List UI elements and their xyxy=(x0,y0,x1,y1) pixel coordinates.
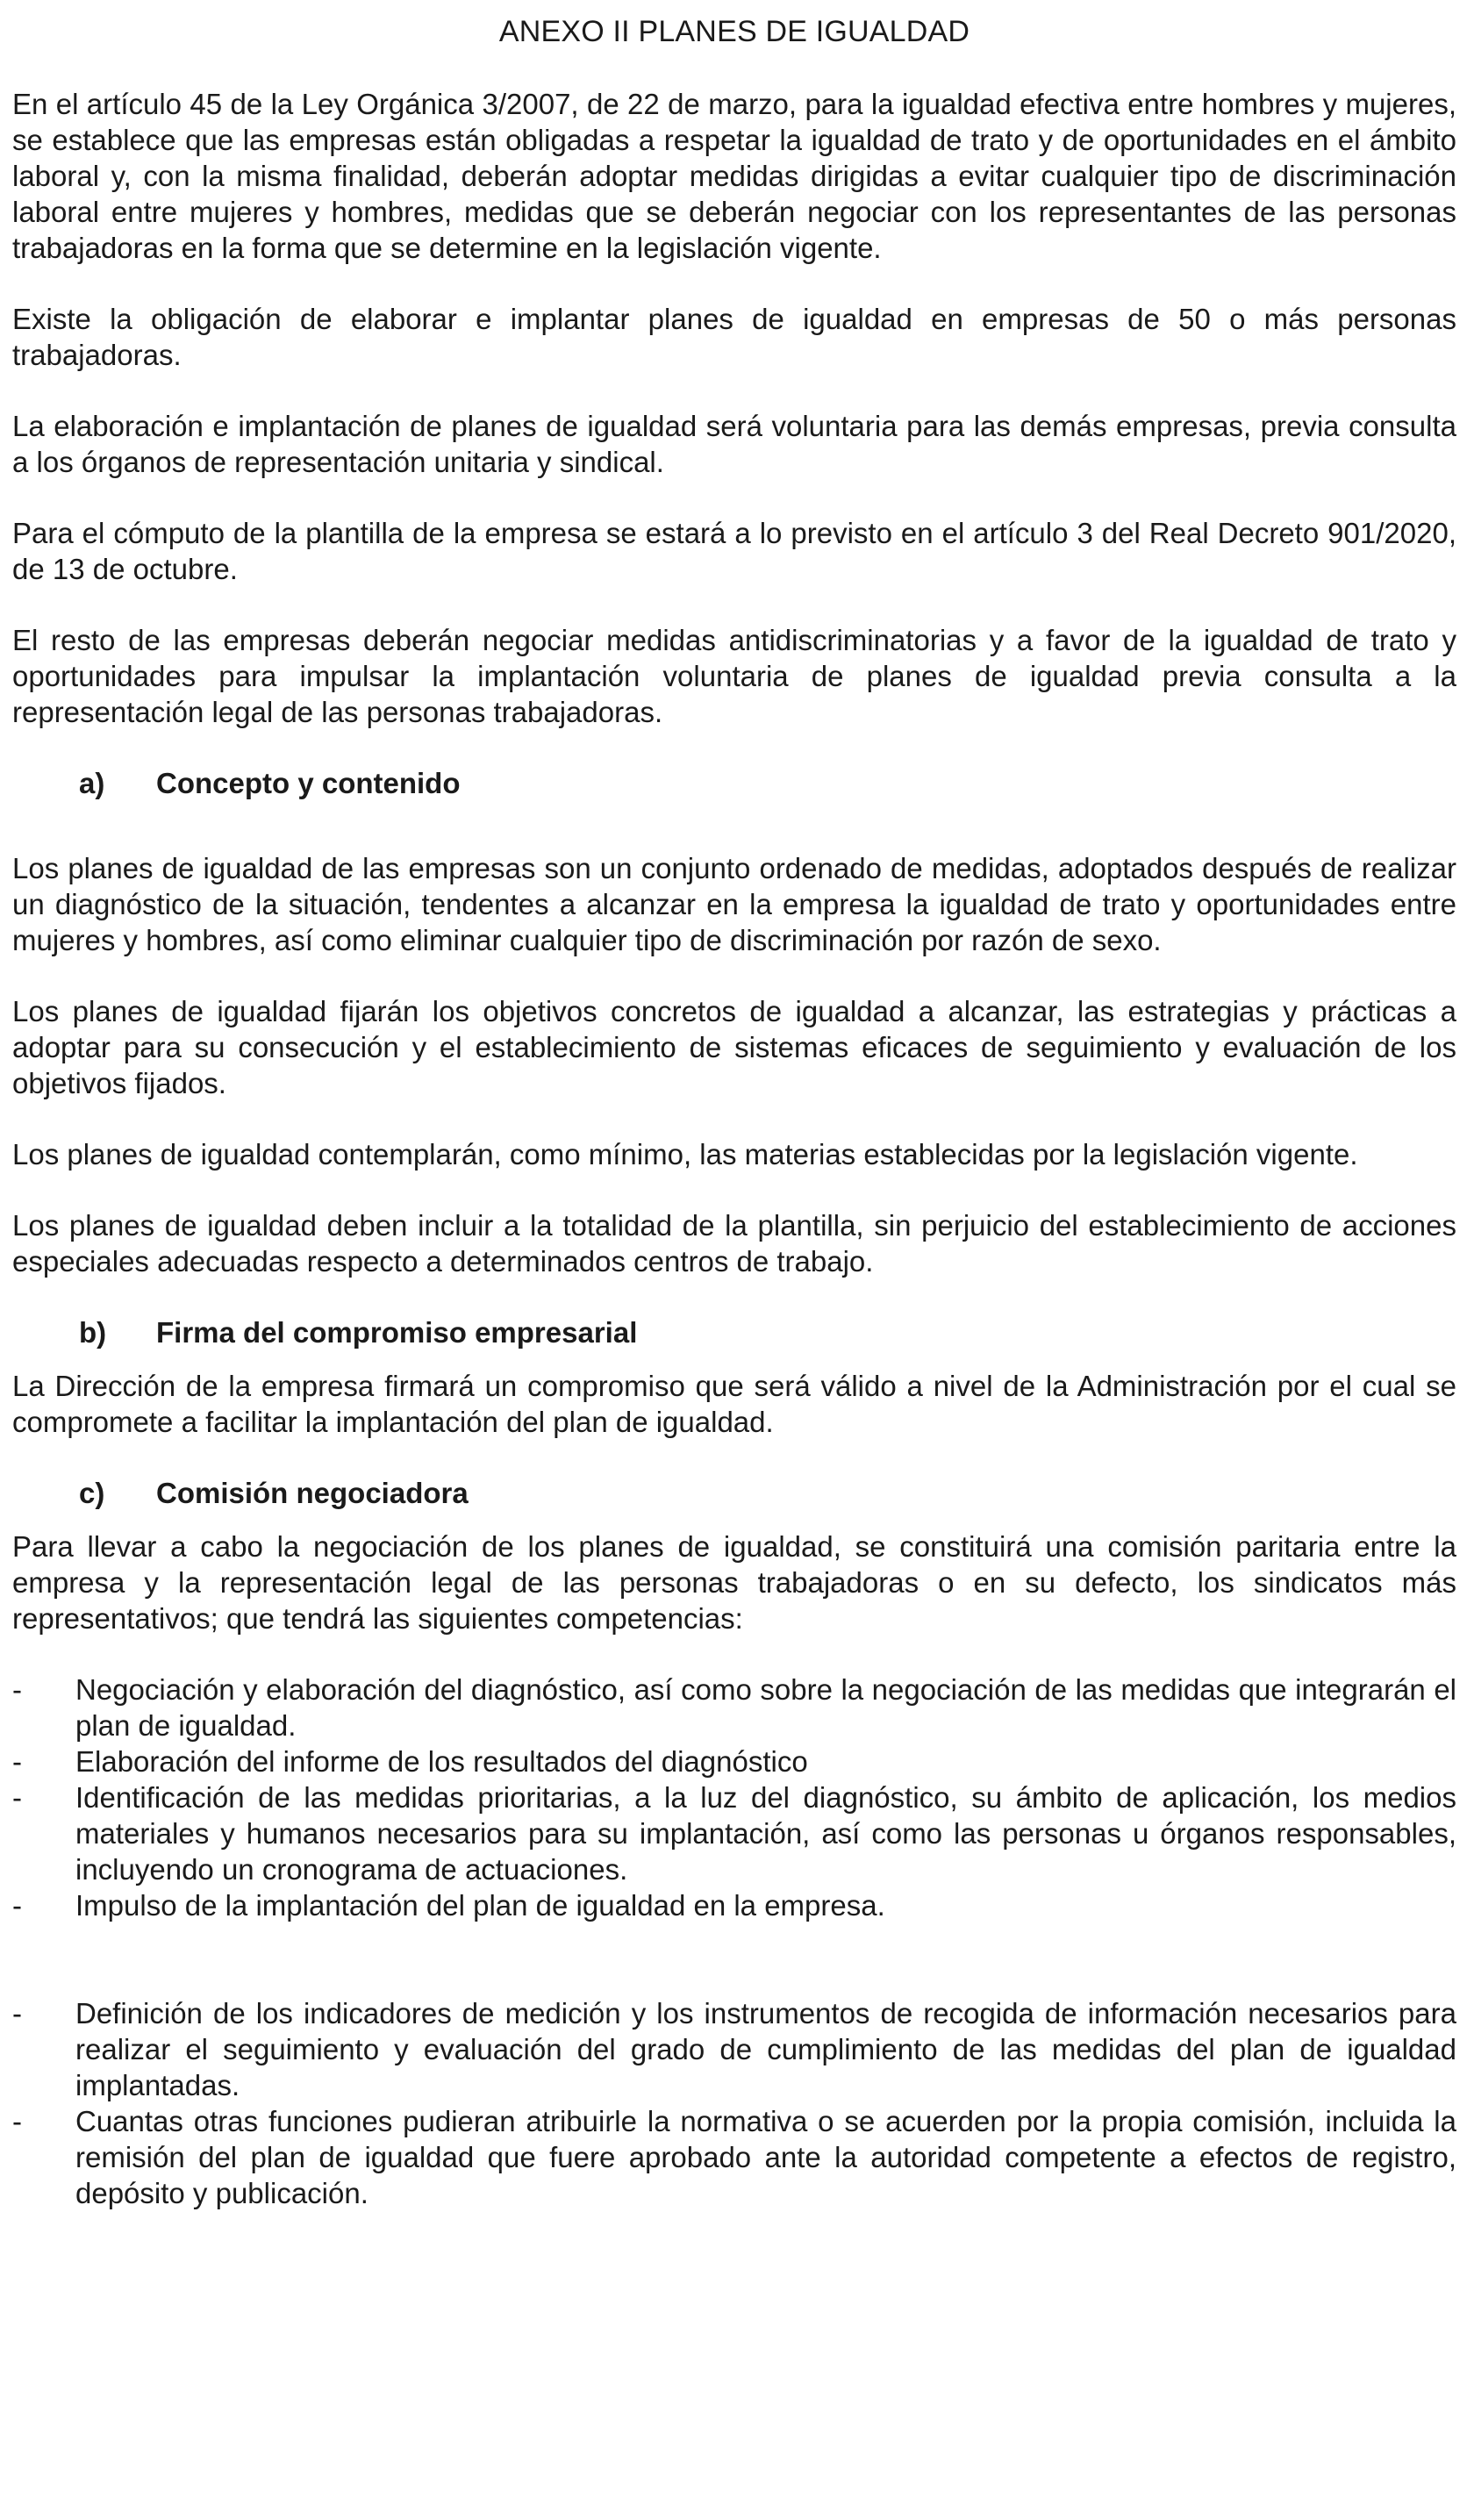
list-item xyxy=(12,1779,1456,1887)
section-a-marker: a) xyxy=(79,767,105,799)
intro-paragraph-2: Existe la obligación de elaborar e implantar planes de igualdad en empresas de 50 o más personas trabajadoras. xyxy=(12,303,1456,371)
intro-paragraph-1: En el artículo 45 de la Ley Orgánica 3/2007, de 22 de marzo, para la igualdad efectiva entre hombres y mujeres, se establece que las empresas están obligadas a respetar la igualdad de trato y de oportunidades en el ámbito laboral y, con la misma finalidad, deberán adoptar medidas dirigidas a evitar cualquier tipo de discriminación laboral entre mujeres y hombres, medidas que se deberán negociar con los representantes de las personas trabajadoras en la forma que se determine en la legislación vigente. xyxy=(12,88,1456,264)
document-title: ANEXO II PLANES DE IGUALDAD xyxy=(498,15,970,48)
section-c-paragraph: Para llevar a cabo la negociación de los planes de igualdad, se constituirá una comisión paritaria entre la empresa y la representación legal de las personas trabajadoras o en su defecto, los sindicatos más representativos; que tendrá las siguientes competencias: xyxy=(12,1530,1456,1635)
section-a-paragraph-4: Los planes de igualdad deben incluir a la totalidad de la plantilla, sin perjuicio del establecimiento de acciones especiales adecuadas respecto a determinados centros de trabajo. xyxy=(12,1209,1456,1278)
intro-paragraph-5: El resto de las empresas deberán negociar medidas antidiscriminatorias y a favor de la igualdad de trato y oportunidades para impulsar la implantación voluntaria de planes de igualdad previa consulta a la representación legal de las personas trabajadoras. xyxy=(12,624,1456,728)
section-c-heading xyxy=(12,1475,1456,1511)
list-item xyxy=(12,1887,1456,1923)
section-c-title: Comisión negociadora xyxy=(156,1477,469,1509)
competencies-list xyxy=(12,1672,1456,1923)
intro-paragraph-4: Para el cómputo de la plantilla de la empresa se estará a lo previsto en el artículo 3 del Real Decreto 901/2020, de 13 de octubre. xyxy=(12,517,1456,585)
list-dash: - xyxy=(12,1745,22,1778)
list-item-text: Definición de los indicadores de medición y los instrumentos de recogida de información necesarios para realizar el seguimiento y evaluación del grado de cumplimiento de las medidas del plan de igualdad implantadas. xyxy=(75,1997,1456,2101)
list-spacer xyxy=(12,1923,1456,1995)
section-a-paragraph-1: Los planes de igualdad de las empresas son un conjunto ordenado de medidas, adoptados después de realizar un diagnóstico de la situación, tendentes a alcanzar en la empresa la igualdad de trato y oportunidades entre mujeres y hombres, así como eliminar cualquier tipo de discriminación por razón de sexo. xyxy=(12,852,1456,956)
section-a-paragraph-3: Los planes de igualdad contemplarán, como mínimo, las materias establecidas por la legislación vigente. xyxy=(12,1138,1358,1171)
list-item xyxy=(12,1672,1456,1743)
list-item xyxy=(12,1995,1456,2103)
section-a-title: Concepto y contenido xyxy=(156,767,461,799)
section-b-title: Firma del compromiso empresarial xyxy=(156,1316,638,1349)
list-item xyxy=(12,1743,1456,1779)
list-dash: - xyxy=(12,2105,22,2137)
list-item-text: Elaboración del informe de los resultados del diagnóstico xyxy=(75,1745,808,1778)
competencies-list-continued xyxy=(12,1995,1456,2211)
list-dash: - xyxy=(12,1781,22,1814)
intro-paragraph-3: La elaboración e implantación de planes de igualdad será voluntaria para las demás empresas, previa consulta a los órganos de representación unitaria y sindical. xyxy=(12,410,1456,478)
list-dash: - xyxy=(12,1889,22,1922)
list-item-text: Negociación y elaboración del diagnóstico, así como sobre la negociación de las medidas que integrarán el plan de igualdad. xyxy=(75,1673,1456,1742)
section-b-marker: b) xyxy=(79,1316,107,1349)
list-dash: - xyxy=(12,1673,22,1706)
section-a-heading xyxy=(12,765,1456,801)
list-item-text: Impulso de la implantación del plan de igualdad en la empresa. xyxy=(75,1889,885,1922)
section-c-marker: c) xyxy=(79,1477,105,1509)
section-b-paragraph: La Dirección de la empresa firmará un compromiso que será válido a nivel de la Administración por el cual se compromete a facilitar la implantación del plan de igualdad. xyxy=(12,1370,1456,1438)
list-item-text: Cuantas otras funciones pudieran atribuirle la normativa o se acuerden por la propia comisión, incluida la remisión del plan de igualdad que fuere aprobado ante la autoridad competente a efectos de registro, depósito y publicación. xyxy=(75,2105,1456,2209)
section-b-heading xyxy=(12,1314,1456,1350)
section-a-paragraph-2: Los planes de igualdad fijarán los objetivos concretos de igualdad a alcanzar, las estrategias y prácticas a adoptar para su consecución y el establecimiento de sistemas eficaces de seguimiento y evaluación de los objetivos fijados. xyxy=(12,995,1456,1099)
list-dash: - xyxy=(12,1997,22,2030)
list-item-text: Identificación de las medidas prioritarias, a la luz del diagnóstico, su ámbito de aplicación, los medios materiales y humanos necesarios para su implantación, así como las personas u órganos responsables, incluyendo un cronograma de actuaciones. xyxy=(75,1781,1456,1886)
list-item xyxy=(12,2103,1456,2211)
